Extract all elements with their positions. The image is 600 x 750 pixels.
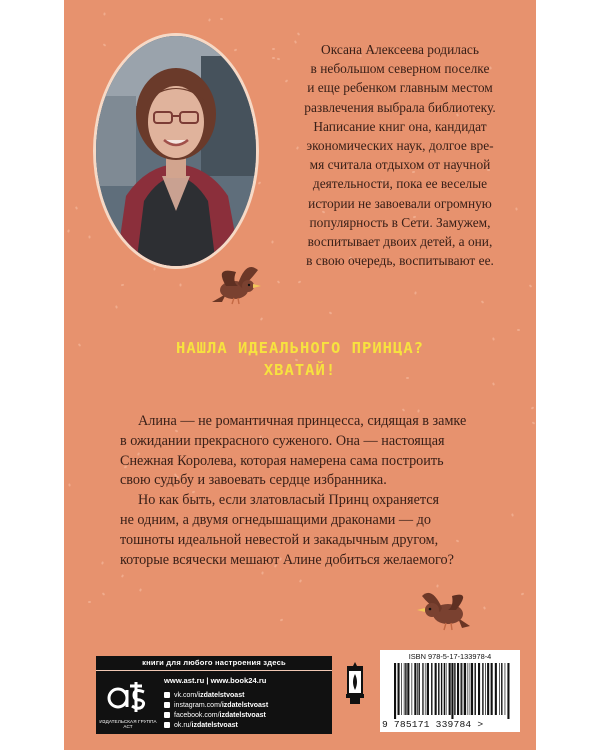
- barcode-bar: [468, 663, 469, 715]
- background-speck: [67, 229, 70, 232]
- book-blurb: [120, 412, 510, 570]
- barcode-bar: [422, 663, 423, 715]
- barcode-bar: [407, 663, 409, 715]
- background-speck: [531, 406, 535, 409]
- social-link-instagram[interactable]: [164, 700, 268, 710]
- barcode-bar: [435, 663, 437, 715]
- facebook-icon: [164, 712, 170, 718]
- blurb-line: не одним, а двумя огнедышащими драконами — до: [120, 511, 431, 528]
- background-speck: [103, 12, 105, 15]
- bio-line: в свою очередь, воспитывают ее.: [306, 253, 494, 269]
- barcode-bar: [457, 663, 459, 715]
- background-speck: [75, 206, 78, 210]
- barcode-bar: [495, 663, 497, 715]
- bio-line: и еще ребенком главным местом: [307, 80, 493, 96]
- background-speck: [179, 283, 181, 286]
- barcode-bar: [401, 663, 402, 715]
- background-speck: [121, 574, 124, 578]
- background-speck: [103, 43, 107, 46]
- background-speck: [532, 421, 536, 424]
- isbn-number: ISBN 978-5-17-133978-4: [408, 652, 492, 661]
- background-speck: [260, 317, 263, 321]
- barcode-bar: [475, 663, 476, 715]
- barcode-bar: [461, 663, 462, 715]
- social-prefix: instagram.com/: [174, 701, 222, 709]
- background-speck: [68, 483, 70, 486]
- barcode-bar: [427, 663, 429, 715]
- background-speck: [102, 592, 106, 596]
- barcode-bar: [449, 663, 451, 715]
- barcode-bar: [501, 663, 502, 715]
- barcode-bar: [499, 663, 500, 715]
- author-bio: [282, 40, 518, 270]
- author-portrait-illustration: [96, 36, 256, 266]
- back-cover: [64, 0, 536, 750]
- background-speck: [529, 284, 533, 287]
- social-handle: izdatelstvoast: [221, 701, 269, 709]
- bio-line: Написание книг она, кандидат: [313, 118, 487, 134]
- social-prefix: vk.com/: [174, 691, 199, 699]
- barcode-bar: [451, 663, 453, 719]
- barcode-bars: [394, 663, 512, 719]
- background-speck: [299, 579, 302, 583]
- background-speck: [277, 58, 280, 60]
- background-speck: [234, 49, 238, 52]
- bio-line: популярность в Сети. Замужем,: [309, 214, 491, 230]
- barcode-bar: [404, 663, 405, 715]
- bio-line: воспитывает двоих детей, а они,: [307, 234, 493, 250]
- publisher-slogan: книги для любого настроения здесь: [96, 656, 332, 671]
- tagline-line-1: НАШЛА ИДЕАЛЬНОГО ПРИНЦА?: [176, 339, 424, 357]
- barcode-bar: [482, 663, 483, 715]
- social-link-ok[interactable]: [164, 720, 268, 730]
- publisher-websites: www.ast.ru | www.book24.ru: [164, 676, 267, 685]
- bio-line: экономических наук, долгое вре-: [306, 138, 494, 154]
- barcode-bar: [417, 663, 418, 715]
- background-speck: [261, 571, 264, 574]
- bird-illustration: [412, 584, 478, 636]
- barcode-bar: [405, 663, 406, 715]
- background-speck: [88, 235, 90, 238]
- publisher-block: [96, 656, 332, 734]
- social-link-facebook[interactable]: [164, 710, 268, 720]
- barcode-bar: [394, 663, 396, 719]
- background-speck: [297, 32, 300, 36]
- ok-icon: [164, 722, 170, 728]
- barcode-bar: [441, 663, 442, 715]
- background-speck: [329, 311, 333, 314]
- background-speck: [481, 300, 485, 303]
- blurb-line: Снежная Королева, которая намерена сама построить: [120, 452, 444, 469]
- background-speck: [483, 606, 486, 610]
- background-speck: [115, 305, 118, 308]
- barcode-bar: [471, 663, 473, 715]
- social-handle: izdatelstvoast: [219, 711, 266, 719]
- social-prefix: ok.ru/: [174, 721, 192, 729]
- barcode-bar: [446, 663, 447, 715]
- barcode-bar: [431, 663, 432, 715]
- background-speck: [208, 18, 211, 21]
- blurb-line: свою судьбу и завоевать сердце избранника.: [120, 472, 387, 489]
- tagline-line-2: ХВАТАЙ!: [263, 361, 337, 379]
- background-speck: [139, 588, 142, 592]
- background-speck: [517, 329, 520, 331]
- blurb-line: которые всячески мешают Алине добиться желаемого?: [120, 551, 454, 568]
- bio-line: в небольшом северном поселке: [310, 61, 490, 77]
- barcode-bar: [426, 663, 427, 715]
- barcode-bar: [444, 663, 445, 715]
- barcode-bar: [491, 663, 493, 715]
- barcode-bar: [412, 663, 413, 715]
- bird-illustration: [206, 262, 268, 308]
- barcode-bar: [414, 663, 416, 715]
- blurb-line: тошноты идеальной невестой и закадычным другом,: [120, 531, 439, 548]
- background-speck: [277, 280, 280, 284]
- instagram-icon: [164, 702, 170, 708]
- barcode-bar: [438, 663, 439, 715]
- background-speck: [272, 57, 275, 59]
- bio-line: развлечения выбрала библиотеку.: [304, 99, 496, 115]
- social-link-vk[interactable]: [164, 690, 268, 700]
- barcode-digits: 9 785171 339784 >: [382, 719, 484, 730]
- background-speck: [280, 619, 284, 622]
- barcode-bar: [419, 663, 420, 715]
- background-speck: [271, 240, 273, 243]
- publisher-name: ИЗДАТЕЛЬСКАЯ ГРУППА АСТ: [99, 719, 157, 729]
- author-photo: [96, 36, 256, 266]
- background-speck: [153, 267, 155, 270]
- bio-line: деятельности, пока ее веселые: [312, 176, 488, 192]
- social-handle: izdatelstvoast: [198, 691, 245, 699]
- background-speck: [511, 513, 514, 516]
- background-speck: [521, 592, 525, 595]
- barcode-bar: [487, 663, 489, 715]
- barcode-bar: [505, 663, 506, 715]
- barcode-bar: [423, 663, 424, 715]
- bio-line: истории не завоевали огромную: [308, 195, 492, 211]
- background-speck: [492, 382, 495, 385]
- blurb-line: Но как быть, если златовласый Принц охраняется: [138, 492, 440, 509]
- barcode-bar: [464, 663, 466, 715]
- blurb-line: Алина — не романтичная принцесса, сидящая в замке: [138, 413, 467, 429]
- barcode-bar: [478, 663, 480, 715]
- barcode-bar: [485, 663, 486, 715]
- vk-icon: [164, 692, 170, 698]
- isbn-barcode: [380, 650, 520, 732]
- bio-line: мя считала отдыхом от научной: [309, 157, 491, 173]
- lantern-icon: [344, 660, 366, 706]
- social-handle: izdatelstvoast: [191, 721, 238, 729]
- barcode-bar: [398, 663, 400, 715]
- barcode-bar: [470, 663, 471, 715]
- background-speck: [88, 601, 91, 603]
- tagline: [64, 337, 536, 381]
- ast-logo: [106, 676, 150, 716]
- blurb-line: в ожидании прекрасного суженого. Она — настоящая: [120, 432, 445, 449]
- background-speck: [298, 280, 302, 283]
- background-speck: [121, 284, 124, 286]
- social-links: [164, 690, 268, 730]
- barcode-bar: [454, 663, 455, 715]
- barcode-bar: [463, 663, 464, 715]
- background-speck: [101, 561, 104, 564]
- background-speck: [272, 48, 275, 50]
- bio-line: Оксана Алексеева родилась: [321, 42, 479, 57]
- social-prefix: facebook.com/: [174, 711, 220, 719]
- background-speck: [220, 18, 223, 21]
- barcode-bar: [507, 663, 509, 719]
- background-speck: [258, 181, 262, 184]
- background-speck: [414, 291, 416, 294]
